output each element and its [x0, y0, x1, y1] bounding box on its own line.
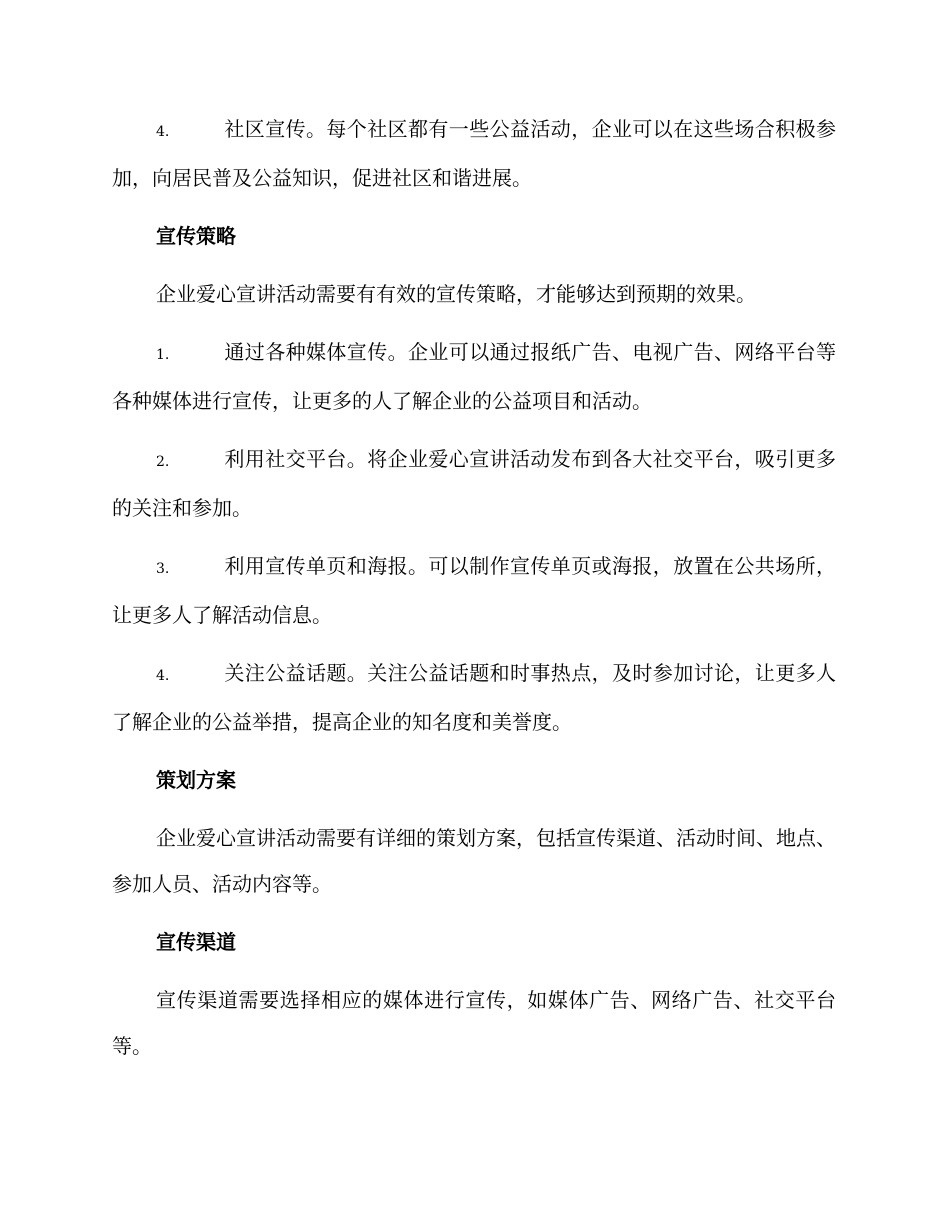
paragraph-strategy-intro: 企业爱心宣讲活动需要有有效的宣传策略，才能够达到预期的效果。 [156, 282, 756, 306]
list-item-text: 利用宣传单页和海报。可以制作宣传单页或海报，放置在公共场所，让更多人了解活动信息。 [112, 554, 836, 627]
section-heading-planning: 策划方案 [156, 768, 236, 792]
list-item-text: 通过各种媒体宣传。企业可以通过报纸广告、电视广告、网络平台等各种媒体进行宣传，让更多的人了解企业的公益项目和活动。 [112, 340, 836, 413]
document-page [112, 106, 836, 1081]
paragraph-planning: 企业爱心宣讲活动需要有详细的策划方案，包括宣传渠道、活动时间、地点、参加人员、活动内容等。 [112, 826, 836, 896]
list-item-flyers-posters [112, 543, 836, 638]
list-item-social-platforms [112, 436, 836, 531]
section-heading-promotion-strategy: 宣传策略 [156, 224, 236, 248]
list-item-public-topics [112, 650, 836, 745]
list-number: 2. [156, 454, 170, 470]
list-number: 4. [156, 124, 170, 140]
list-number: 3. [156, 561, 170, 577]
paragraph-channels: 宣传渠道需要选择相应的媒体进行宣传，如媒体广告、网络广告、社交平台等。 [112, 988, 836, 1058]
list-item-text: 关注公益话题。关注公益话题和时事热点，及时参加讨论，让更多人了解企业的公益举措，提高企业的知名度和美誉度。 [112, 661, 836, 734]
list-item-media-promotion [112, 329, 836, 424]
list-item-text: 利用社交平台。将企业爱心宣讲活动发布到各大社交平台，吸引更多的关注和参加。 [112, 447, 836, 520]
list-number: 1. [156, 347, 170, 363]
list-item-text: 社区宣传。每个社区都有一些公益活动，企业可以在这些场合积极参加，向居民普及公益知识，促进社区和谐进展。 [112, 117, 836, 190]
list-item-community-promotion [112, 106, 836, 201]
list-number: 4. [156, 668, 170, 684]
section-heading-channels: 宣传渠道 [156, 930, 236, 954]
